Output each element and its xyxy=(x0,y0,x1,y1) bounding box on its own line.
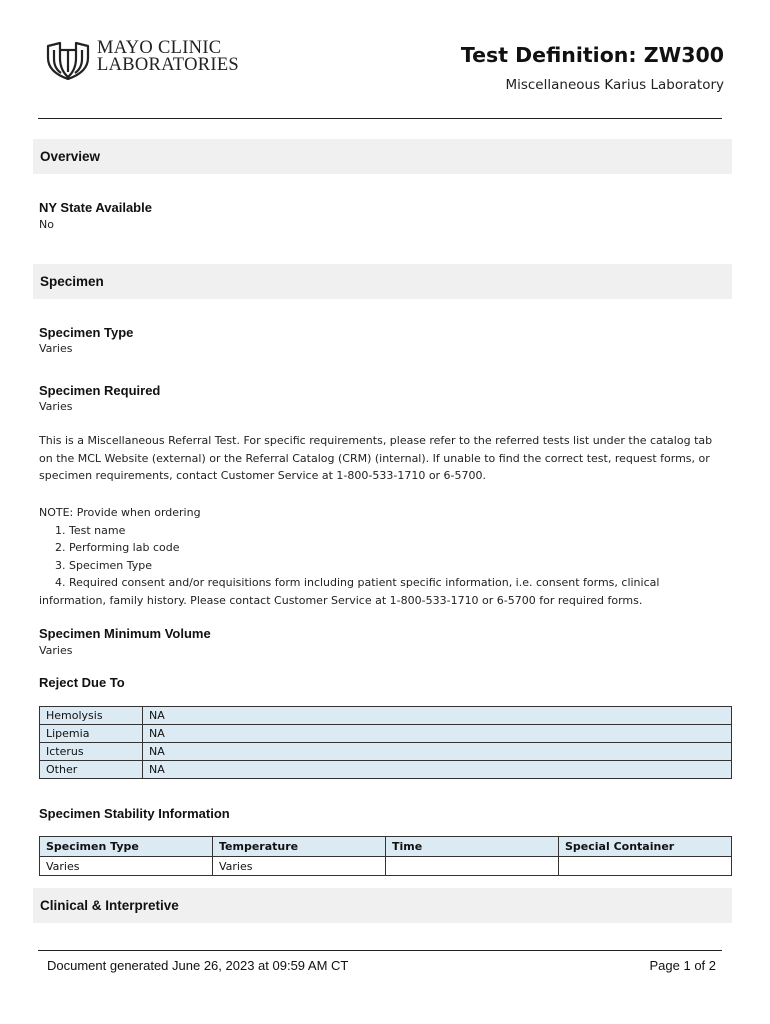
footer-divider xyxy=(38,950,722,951)
reject-cause: Icterus xyxy=(40,743,143,761)
stability-table xyxy=(39,836,732,876)
page-subtitle: Miscellaneous Karius Laboratory xyxy=(505,77,724,93)
note-item: 4. Required consent and/or requisitions form including patient specific information, i.e. consent forms, clinical xyxy=(55,576,660,589)
min-volume-label: Specimen Minimum Volume xyxy=(39,626,211,641)
section-specimen: Specimen xyxy=(33,264,732,299)
reject-table xyxy=(39,706,732,779)
table-cell xyxy=(559,857,732,876)
ny-state-value: No xyxy=(39,218,54,231)
reject-value: NA xyxy=(143,743,732,761)
reject-cause: Other xyxy=(40,761,143,779)
page-title: Test Definition: ZW300 xyxy=(460,43,724,67)
footer-generated: Document generated June 26, 2023 at 09:59 AM CT xyxy=(47,958,349,973)
referral-paragraph xyxy=(39,432,729,485)
column-header: Special Container xyxy=(559,837,732,857)
note-item: 1. Test name xyxy=(55,523,126,537)
reject-cause: Hemolysis xyxy=(40,707,143,725)
reject-label: Reject Due To xyxy=(39,675,125,690)
column-header: Specimen Type xyxy=(40,837,213,857)
table-cell: Varies xyxy=(213,857,386,876)
ny-state-label: NY State Available xyxy=(39,200,152,215)
ordering-note xyxy=(39,504,729,609)
specimen-required-label: Specimen Required xyxy=(39,383,161,398)
reject-value: NA xyxy=(143,761,732,779)
note-continuation: information, family history. Please contact Customer Service at 1-800-533-1710 or 6-5700 for required forms. xyxy=(39,593,643,607)
reject-cause: Lipemia xyxy=(40,725,143,743)
specimen-type-label: Specimen Type xyxy=(39,325,134,340)
specimen-type-value: Varies xyxy=(39,342,73,355)
reject-value: NA xyxy=(143,707,732,725)
table-row xyxy=(40,743,732,761)
header-divider xyxy=(38,118,722,119)
table-row xyxy=(40,761,732,779)
table-row xyxy=(40,857,732,876)
table-row xyxy=(40,725,732,743)
min-volume-value: Varies xyxy=(39,644,73,657)
column-header: Temperature xyxy=(213,837,386,857)
table-cell xyxy=(386,857,559,876)
footer-page-number: Page 1 of 2 xyxy=(649,958,716,973)
referral-text: This is a Miscellaneous Referral Test. For specific requirements, please refer to the referred tests list under the catalog tab on the MCL Website (external) or the Referral Catalog (CRM) (internal). If unable to find the correct test, request forms, or specimen requirements, contact Customer Service at 1-800-533-1710 or 6-5700. xyxy=(39,434,713,482)
note-item: 3. Specimen Type xyxy=(55,558,153,572)
mayo-clinic-shield-logo-icon xyxy=(45,40,91,80)
note-item: 2. Performing lab code xyxy=(55,541,180,554)
logo-line-1: MAYO CLINIC xyxy=(97,38,222,58)
table-row xyxy=(40,707,732,725)
note-heading: NOTE: Provide when ordering xyxy=(39,506,201,519)
logo-text xyxy=(97,40,239,74)
logo-line-2: LABORATORIES xyxy=(97,55,240,75)
specimen-required-value: Varies xyxy=(39,400,73,413)
column-header: Time xyxy=(386,837,559,857)
table-header-row xyxy=(40,837,732,857)
stability-label: Specimen Stability Information xyxy=(39,806,230,821)
table-cell: Varies xyxy=(40,857,213,876)
reject-value: NA xyxy=(143,725,732,743)
section-overview: Overview xyxy=(33,139,732,174)
section-clinical: Clinical & Interpretive xyxy=(33,888,732,923)
